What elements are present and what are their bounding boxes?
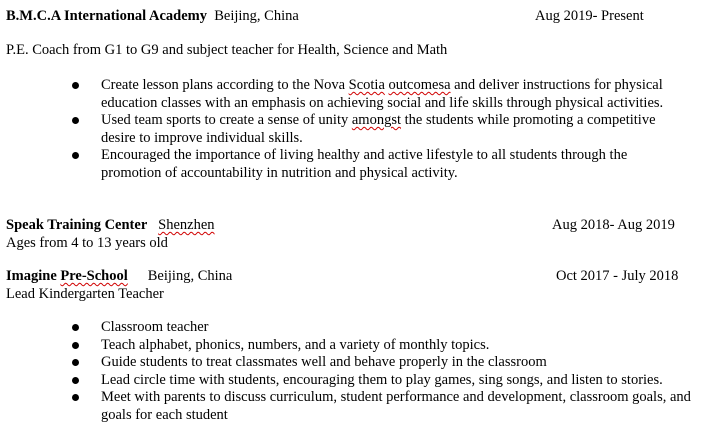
bullet-icon xyxy=(72,394,79,401)
bullet-icon xyxy=(72,324,79,331)
list-item: Classroom teacher xyxy=(101,319,691,337)
organization-name: B.M.C.A International Academy xyxy=(6,8,207,24)
job-role: P.E. Coach from G1 to G9 and subject teacher for Health, Science and Math xyxy=(6,42,448,58)
bullet-icon xyxy=(72,359,79,366)
spellcheck-flag: amongst xyxy=(351,112,401,128)
job-dates: Aug 2018- Aug 2019 xyxy=(552,217,675,233)
job-dates: Aug 2019- Present xyxy=(535,8,644,24)
bullet-icon xyxy=(72,152,79,159)
list-item: Meet with parents to discuss curriculum, student performance and development, classroom goals, and goals for each student xyxy=(101,389,691,424)
list-item: Used team sports to create a sense of unity amongst the students while promoting a competitive desire to improve individual skills. xyxy=(101,112,663,147)
job-dates: Oct 2017 - July 2018 xyxy=(556,268,679,284)
list-item: Teach alphabet, phonics, numbers, and a variety of monthly topics. xyxy=(101,337,691,355)
bullet-icon xyxy=(72,342,79,349)
organization-location: Beijing, China xyxy=(214,8,299,24)
responsibility-list xyxy=(101,319,691,424)
job-header-bmca xyxy=(6,8,299,26)
list-item: Encouraged the importance of living healthy and active lifestyle to all students through the promotion of accountability in nutrition and physical activity. xyxy=(101,147,663,182)
job-header-speak xyxy=(6,217,215,235)
job-role: Ages from 4 to 13 years old xyxy=(6,235,168,251)
list-item: Lead circle time with students, encouraging them to play games, sing songs, and listen to stories. xyxy=(101,372,691,390)
spellcheck-flag: outcomesa xyxy=(388,77,451,93)
spellcheck-flag: Scotia xyxy=(348,77,385,93)
organization-location: Shenzhen xyxy=(158,217,215,233)
bullet-icon xyxy=(72,377,79,384)
bullet-icon xyxy=(72,117,79,124)
organization-name: Speak Training Center xyxy=(6,217,148,233)
organization-name: Imagine Pre-School xyxy=(6,268,128,284)
organization-location: Beijing, China xyxy=(147,268,233,284)
responsibility-list xyxy=(101,77,663,182)
list-item: Guide students to treat classmates well and behave properly in the classroom xyxy=(101,354,691,372)
job-role: Lead Kindergarten Teacher xyxy=(6,286,164,302)
bullet-icon xyxy=(72,82,79,89)
job-header-imagine xyxy=(6,268,232,286)
list-item: Create lesson plans according to the Nova Scotia outcomesa and deliver instructions for physical education classes with an emphasis on achieving social and life skills through physical activities. xyxy=(101,77,663,112)
